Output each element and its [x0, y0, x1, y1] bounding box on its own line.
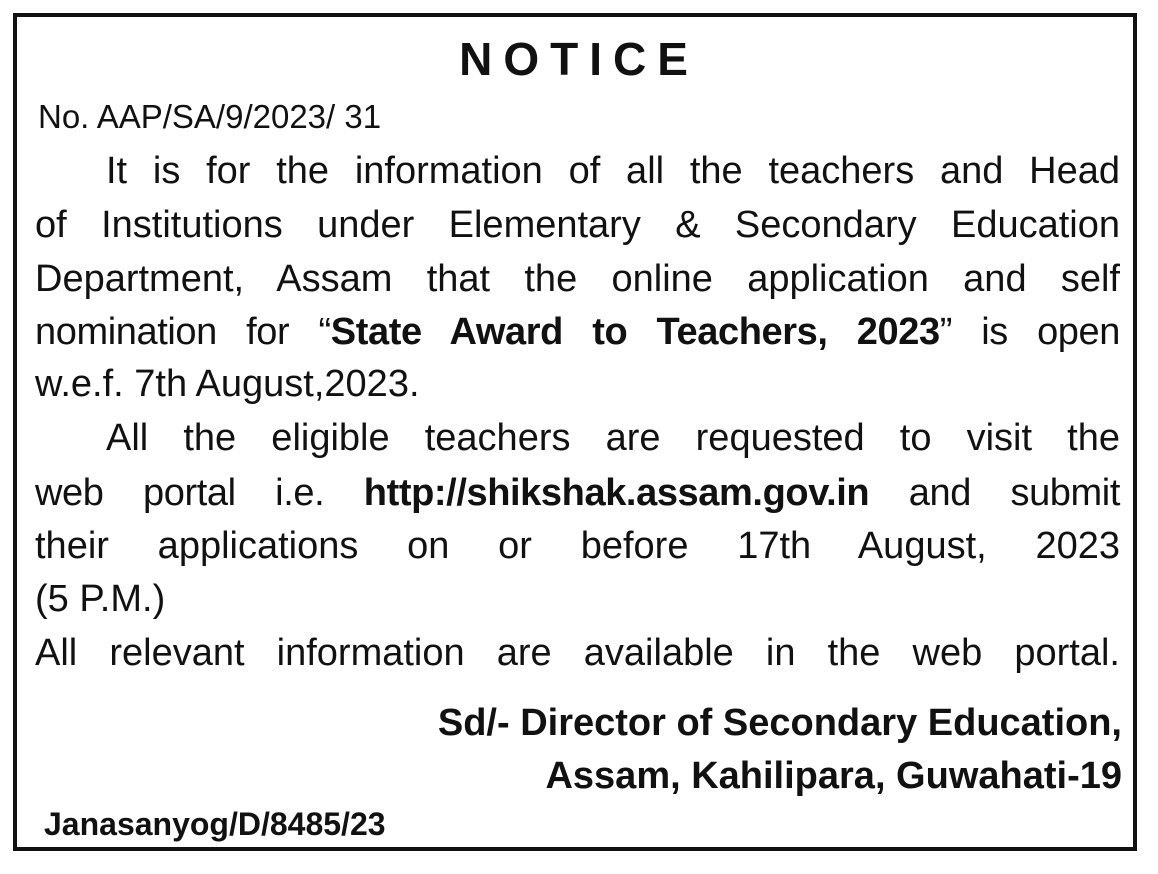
para2-line3: their applications on or before 17th August, 2023 [35, 525, 1120, 567]
para1-line4-text-a: nomination for “ [35, 311, 331, 353]
para2-line4: (5 P.M.) [35, 578, 166, 620]
notice-title: NOTICE [459, 33, 699, 85]
signature-line2: Assam, Kahilipara, Guwahati-19 [545, 755, 1122, 797]
publicity-code: Janasanyog/D/8485/23 [44, 806, 386, 842]
para2-line2 [35, 474, 1120, 512]
para1-line4-text-b: ” is open [939, 311, 1121, 353]
reference-number: No. AAP/SA/9/2023/ 31 [38, 98, 382, 135]
portal-url: http://shikshak.assam.gov.in [363, 472, 870, 514]
para3-line1: All relevant information are available in the web portal. [35, 632, 1120, 674]
para1-line3: Department, Assam that the online application and self [35, 258, 1120, 300]
para1-line2: of Institutions under Elementary & Secondary Education [35, 204, 1120, 246]
para2-line1: All the eligible teachers are requested to visit the [106, 417, 1120, 459]
para1-line1: It is for the information of all the teachers and Head [106, 150, 1120, 192]
para1-line5: w.e.f. 7th August,2023. [35, 363, 420, 405]
para2-line2-text-b: and submit [869, 472, 1120, 514]
para1-line4 [35, 313, 1120, 351]
award-name: State Award to Teachers, 2023 [330, 311, 940, 353]
para2-line2-text-a: web portal i.e. [35, 472, 364, 514]
signature-line1: Sd/- Director of Secondary Education, [437, 702, 1122, 744]
